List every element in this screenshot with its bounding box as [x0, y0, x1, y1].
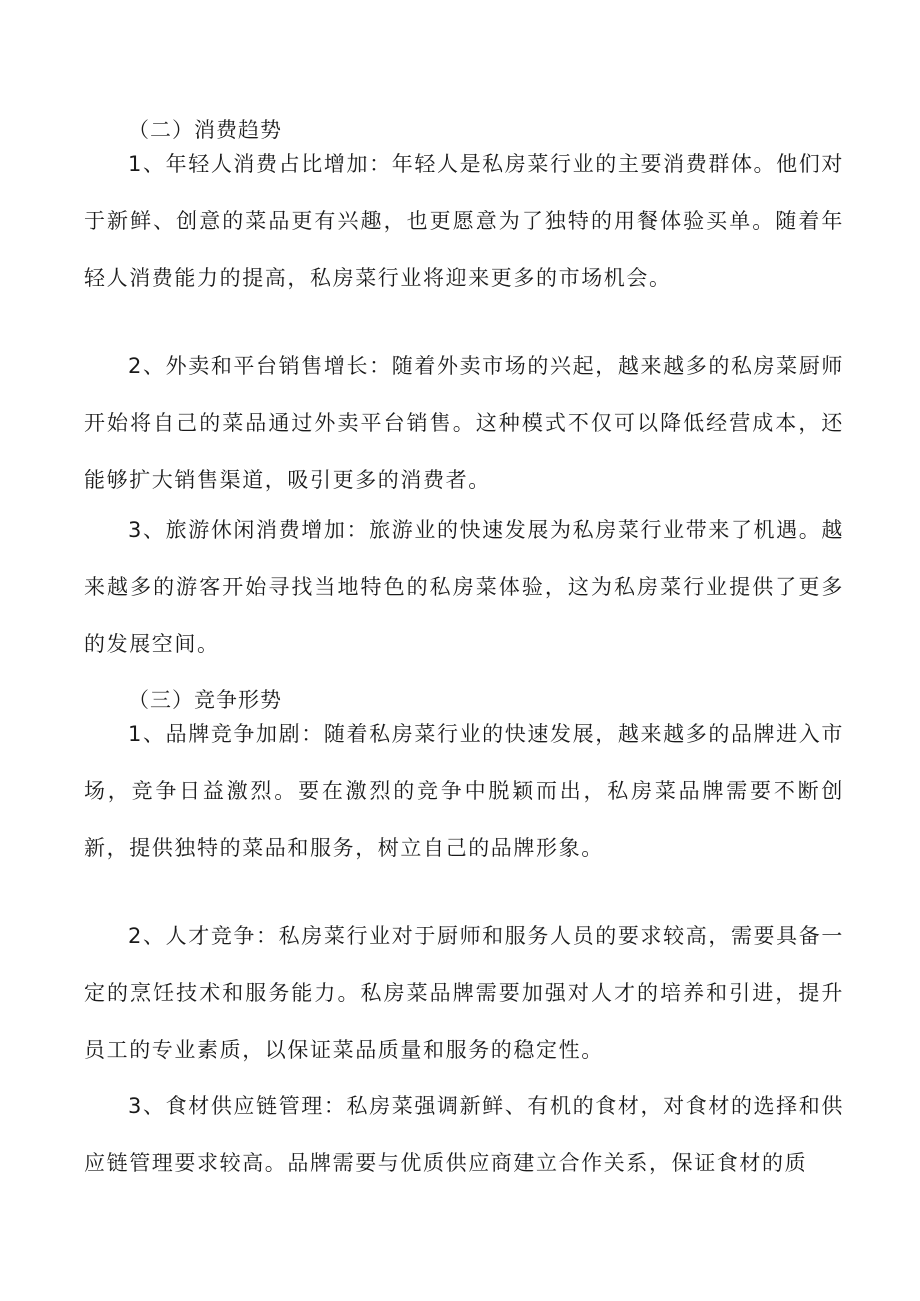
paragraph-takeout-platform: 2、外卖和平台销售增长：随着外卖市场的兴起，越来越多的私房菜厨师开始将自己的菜品通过外卖平台销售。这种模式不仅可以降低经营成本，还能够扩大销售渠道，吸引更多的消费者。: [84, 354, 844, 492]
paragraph-supply-chain: 3、食材供应链管理：私房菜强调新鲜、有机的食材，对食材的选择和供应链管理要求较高。品牌需要与优质供应商建立合作关系，保证食材的质: [84, 1094, 844, 1175]
paragraph-talent-competition: 2、人才竞争：私房菜行业对于厨师和服务人员的要求较高，需要具备一定的烹饪技术和服务能力。私房菜品牌需要加强对人才的培养和引进，提升员工的专业素质，以保证菜品质量和服务的稳定性。: [84, 924, 844, 1062]
section-heading-competition: （三）竞争形势: [128, 688, 282, 712]
paragraph-young-consumers: 1、年轻人消费占比增加：年轻人是私房菜行业的主要消费群体。他们对于新鲜、创意的菜品更有兴趣，也更愿意为了独特的用餐体验买单。随着年轻人消费能力的提高，私房菜行业将迎来更多的市场机会。: [84, 152, 844, 290]
paragraph-tourism-leisure: 3、旅游休闲消费增加：旅游业的快速发展为私房菜行业带来了机遇。越来越多的游客开始寻找当地特色的私房菜体验，这为私房菜行业提供了更多的发展空间。: [84, 518, 844, 656]
section-heading-consumption-trends: （二）消费趋势: [128, 118, 282, 142]
paragraph-brand-competition: 1、品牌竞争加剧：随着私房菜行业的快速发展，越来越多的品牌进入市场，竞争日益激烈。要在激烈的竞争中脱颖而出，私房菜品牌需要不断创新，提供独特的菜品和服务，树立自己的品牌形象。: [84, 722, 844, 860]
